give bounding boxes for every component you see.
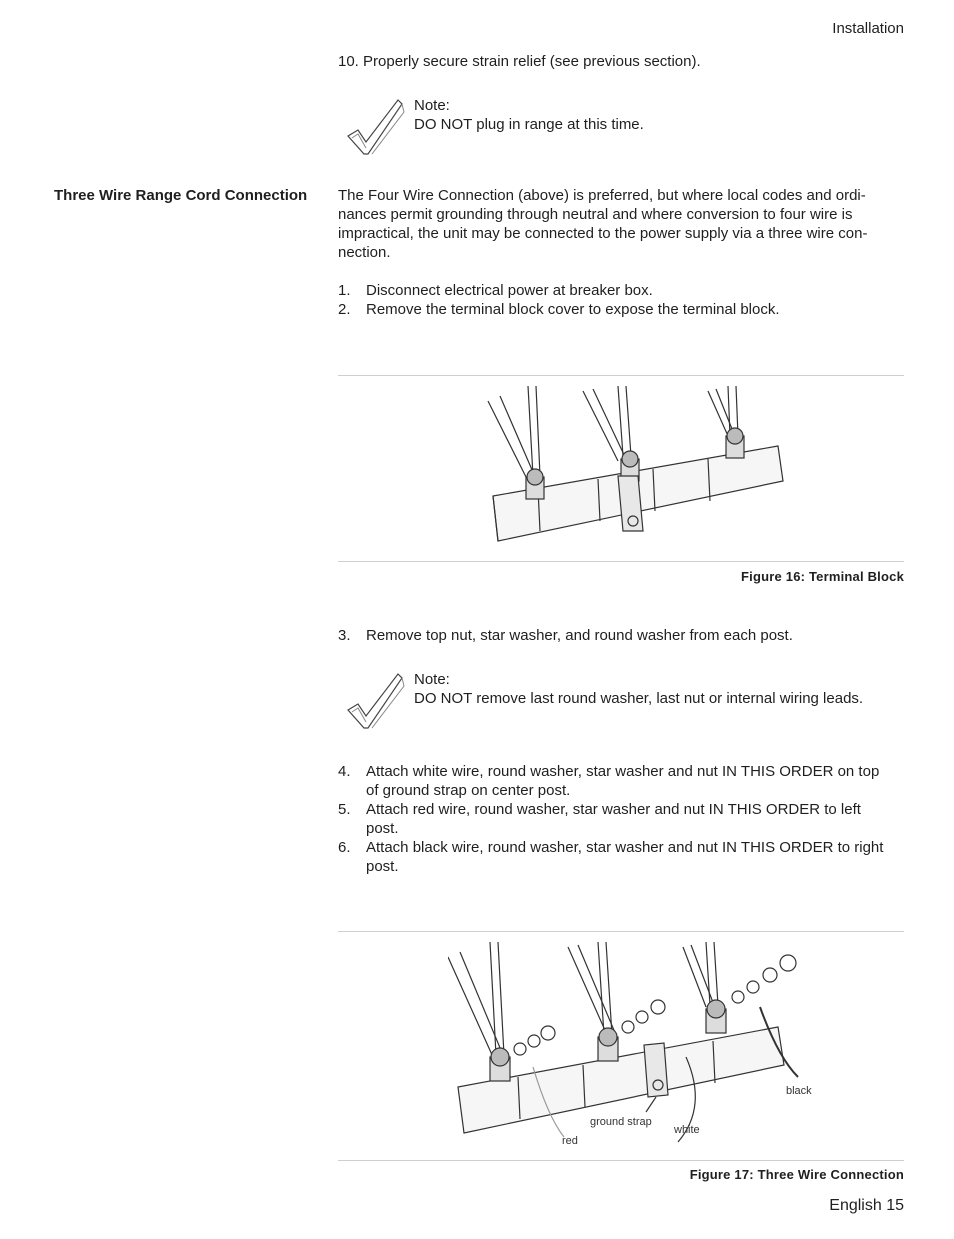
step-text: Attach black wire, round washer, star washer and nut IN THIS ORDER to right	[366, 839, 884, 856]
step-number: 4.	[338, 763, 351, 780]
figure-caption: Figure 16: Terminal Block	[741, 569, 904, 584]
step-text: Disconnect electrical power at breaker box.	[366, 282, 653, 299]
figure-16	[338, 375, 904, 590]
page-footer: English 15	[829, 1197, 904, 1214]
paragraph-line: nection.	[338, 244, 391, 261]
paragraph-line: nances permit grounding through neutral and where conversion to four wire is	[338, 206, 853, 223]
step-text: Attach white wire, round washer, star washer and nut IN THIS ORDER on top	[366, 763, 880, 780]
figure-bottom-rule	[338, 561, 904, 562]
checkmark-note-icon	[344, 96, 410, 156]
note-text: DO NOT plug in range at this time.	[414, 116, 644, 133]
section-heading: Three Wire Range Cord Connection	[54, 187, 308, 204]
step-text: Remove the terminal block cover to expose the terminal block.	[366, 301, 780, 318]
steps-list-c	[338, 762, 904, 876]
step-number: 6.	[338, 839, 351, 856]
note-block-1	[338, 96, 908, 166]
step-text: post.	[366, 820, 399, 837]
note-title: Note:	[414, 671, 450, 688]
label-black: black	[786, 1085, 812, 1097]
step-text: Attach red wire, round washer, star washer and nut IN THIS ORDER to left	[366, 801, 861, 818]
step-number: 1.	[338, 282, 351, 299]
figure-caption: Figure 17: Three Wire Connection	[689, 1167, 904, 1182]
step-text: post.	[366, 858, 399, 875]
section-paragraph	[338, 186, 902, 262]
steps-list-b	[338, 626, 904, 645]
note-block-2	[338, 670, 908, 740]
steps-list-a	[338, 281, 904, 319]
three-wire-connection-illustration	[448, 937, 828, 1155]
step-item	[338, 800, 904, 838]
terminal-block-illustration	[478, 381, 788, 561]
step-item	[338, 626, 904, 645]
checkmark-note-icon	[344, 670, 410, 730]
paragraph-line: The Four Wire Connection (above) is preferred, but where local codes and ordi-	[338, 187, 866, 204]
step-number: 3.	[338, 627, 351, 644]
step-10-text: 10. Properly secure strain relief (see previous section).	[338, 53, 701, 70]
step-number: 5.	[338, 801, 351, 818]
label-white: white	[674, 1124, 700, 1136]
page-section-header: Installation	[832, 20, 904, 37]
step-item	[338, 762, 904, 800]
step-text: Remove top nut, star washer, and round washer from each post.	[366, 627, 793, 644]
step-text: of ground strap on center post.	[366, 782, 571, 799]
note-title: Note:	[414, 97, 450, 114]
figure-top-rule	[338, 931, 904, 932]
figure-17	[338, 931, 904, 1186]
note-text: DO NOT remove last round washer, last nut or internal wiring leads.	[414, 690, 864, 707]
label-ground-strap: ground strap	[590, 1116, 652, 1128]
step-item	[338, 300, 904, 319]
step-number: 2.	[338, 301, 351, 318]
figure-bottom-rule	[338, 1160, 904, 1161]
step-item	[338, 281, 904, 300]
label-red: red	[562, 1135, 578, 1147]
figure-top-rule	[338, 375, 904, 376]
step-item	[338, 838, 904, 876]
paragraph-line: impractical, the unit may be connected to the power supply via a three wire con-	[338, 225, 868, 242]
